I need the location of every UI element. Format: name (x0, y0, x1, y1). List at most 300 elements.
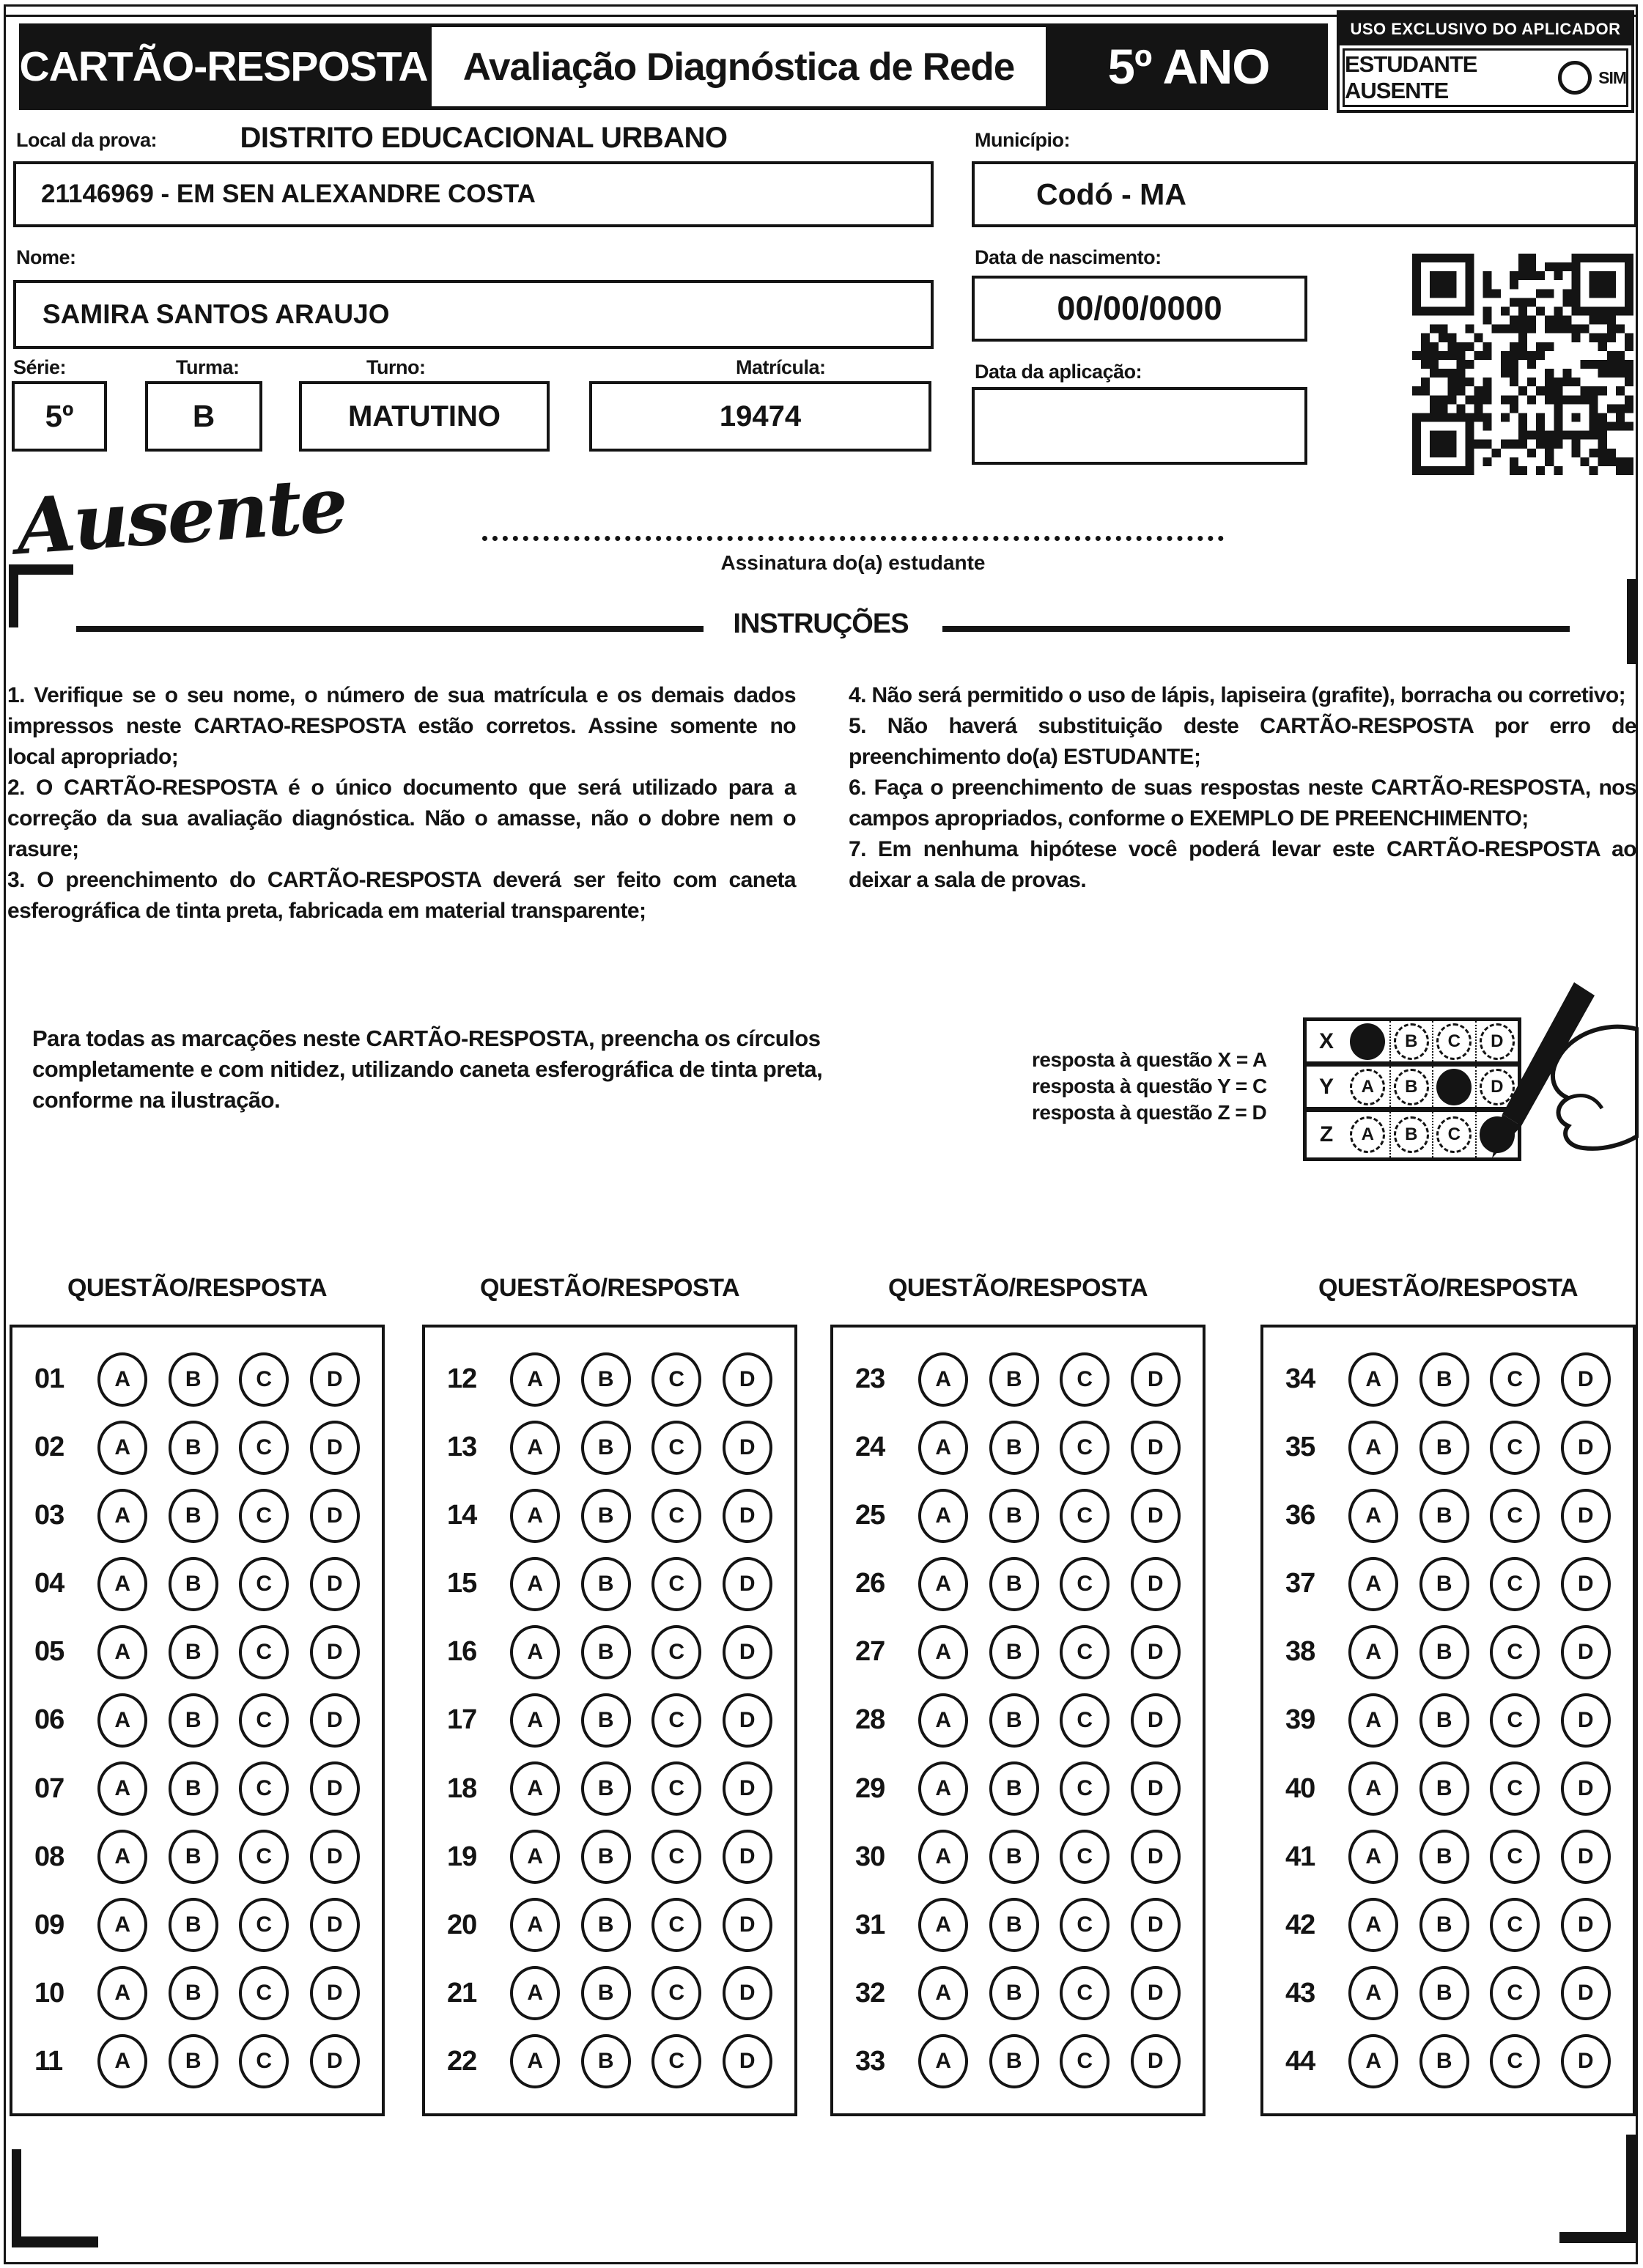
turno-field: MATUTINO (299, 381, 550, 452)
question-number-26: 26 (855, 1568, 885, 1599)
bubble-22-B[interactable]: B (581, 2034, 631, 2088)
question-row-28 (845, 1686, 1191, 1754)
question-row-30 (845, 1823, 1191, 1891)
question-number-19: 19 (447, 1841, 477, 1872)
bubble-27-C[interactable]: C (1060, 1625, 1110, 1679)
question-row-21 (437, 1959, 783, 2028)
bubble-38-D[interactable]: D (1561, 1625, 1611, 1679)
bubble-40-D[interactable]: D (1561, 1761, 1611, 1816)
question-number-27: 27 (855, 1636, 885, 1668)
card-title: CARTÃO-RESPOSTA (19, 23, 428, 110)
absent-label: ESTUDANTE AUSENTE (1345, 51, 1477, 103)
bubble-18-D[interactable]: D (723, 1761, 772, 1816)
bubble-37-A[interactable]: A (1348, 1557, 1398, 1611)
question-number-21: 21 (447, 1977, 477, 2009)
bubble-29-A[interactable]: A (918, 1761, 968, 1816)
nome-field: SAMIRA SANTOS ARAUJO (13, 280, 934, 349)
applicator-box (1337, 10, 1634, 113)
bubble-16-A[interactable]: A (510, 1625, 560, 1679)
bubble-12-C[interactable]: C (651, 1352, 701, 1407)
crop-mark-bottom-left (12, 2149, 98, 2247)
question-row-27 (845, 1618, 1191, 1686)
bubble-07-A[interactable]: A (97, 1761, 147, 1816)
question-row-05 (24, 1618, 370, 1686)
bubble-03-D[interactable]: D (310, 1489, 360, 1543)
question-row-12 (437, 1345, 783, 1413)
example-cell (1346, 1112, 1389, 1157)
example-cell (1346, 1021, 1389, 1061)
question-number-35: 35 (1285, 1432, 1315, 1463)
bubble-20-B[interactable]: B (581, 1898, 631, 1952)
bubble-15-C[interactable]: C (651, 1557, 701, 1611)
question-row-08 (24, 1823, 370, 1891)
question-number-22: 22 (447, 2045, 477, 2077)
crop-mark-right (1627, 579, 1637, 664)
question-number-30: 30 (855, 1841, 885, 1872)
bubble-04-D[interactable]: D (310, 1557, 360, 1611)
answer-sheet (0, 1274, 1643, 2139)
bubble-24-B[interactable]: B (989, 1421, 1039, 1475)
bubble-30-D[interactable]: D (1131, 1830, 1181, 1884)
bubble-44-C[interactable]: C (1490, 2034, 1540, 2088)
bubble-07-D[interactable]: D (310, 1761, 360, 1816)
question-number-40: 40 (1285, 1772, 1315, 1804)
example-legend-line-1: resposta à questão X = A (1032, 1048, 1267, 1071)
bubble-14-C[interactable]: C (651, 1489, 701, 1543)
example-legend-line-2: resposta à questão Y = C (1032, 1075, 1267, 1097)
example-cell (1389, 1021, 1433, 1061)
bubble-19-B[interactable]: B (581, 1830, 631, 1884)
bubble-02-B[interactable]: B (169, 1421, 218, 1475)
qr-code (1408, 254, 1637, 475)
example-bubble-X-A (1350, 1023, 1385, 1060)
instruction-item-3: 3. O preenchimento do CARTÃO-RESPOSTA deverá ser feito com caneta esferográfica de tinta preta, fabricada em material transparente; (7, 868, 796, 923)
bubble-25-D[interactable]: D (1131, 1489, 1181, 1543)
absent-sim-label: SIM (1598, 67, 1626, 87)
bubble-27-B[interactable]: B (989, 1625, 1039, 1679)
instruction-item-6: 6. Faça o preenchimento de suas respostas neste CARTÃO-RESPOSTA, nos campos apropriados, conforme o EXEMPLO DE PREENCHIMENTO; (849, 776, 1636, 831)
aplicacao-label: Data da aplicação: (975, 361, 1142, 383)
question-row-04 (24, 1550, 370, 1618)
question-row-01 (24, 1345, 370, 1413)
nome-label: Nome: (16, 246, 76, 268)
bubble-40-B[interactable]: B (1419, 1761, 1469, 1816)
bubble-33-C[interactable]: C (1060, 2034, 1110, 2088)
bubble-30-B[interactable]: B (989, 1830, 1039, 1884)
example-bubble-X-D: D (1480, 1023, 1515, 1060)
bubble-10-D[interactable]: D (310, 1966, 360, 2020)
turno-label: Turno: (366, 356, 426, 378)
question-row-09 (24, 1891, 370, 1959)
absent-sim-bubble[interactable] (1558, 61, 1592, 95)
bubble-11-D[interactable]: D (310, 2034, 360, 2088)
question-number-41: 41 (1285, 1841, 1315, 1872)
question-number-37: 37 (1285, 1568, 1315, 1599)
bubble-05-C[interactable]: C (239, 1625, 289, 1679)
question-number-15: 15 (447, 1568, 477, 1599)
bubble-29-B[interactable]: B (989, 1761, 1039, 1816)
bubble-30-A[interactable]: A (918, 1830, 968, 1884)
example-bubble-X-C: C (1436, 1023, 1472, 1060)
bubble-28-B[interactable]: B (989, 1693, 1039, 1748)
bubble-02-D[interactable]: D (310, 1421, 360, 1475)
bubble-01-A[interactable]: A (97, 1352, 147, 1407)
bubble-31-C[interactable]: C (1060, 1898, 1110, 1952)
bubble-21-D[interactable]: D (723, 1966, 772, 2020)
bubble-23-B[interactable]: B (989, 1352, 1039, 1407)
bubble-43-B[interactable]: B (1419, 1966, 1469, 2020)
question-number-34: 34 (1285, 1363, 1315, 1395)
bubble-13-C[interactable]: C (651, 1421, 701, 1475)
question-row-35 (1275, 1413, 1621, 1481)
question-row-18 (437, 1755, 783, 1823)
bubble-17-C[interactable]: C (651, 1693, 701, 1748)
example-bubble-X-B: B (1394, 1023, 1429, 1060)
bubble-25-B[interactable]: B (989, 1489, 1039, 1543)
bubble-37-C[interactable]: C (1490, 1557, 1540, 1611)
answer-column-3 (830, 1274, 1206, 2116)
question-number-13: 13 (447, 1432, 477, 1463)
bubble-05-A[interactable]: A (97, 1625, 147, 1679)
bubble-44-D[interactable]: D (1561, 2034, 1611, 2088)
instruction-item-4: 4. Não será permitido o uso de lápis, lapiseira (grafite), borracha ou corretivo; (849, 683, 1626, 707)
example-cell (1389, 1112, 1433, 1157)
bubble-07-C[interactable]: C (239, 1761, 289, 1816)
bubble-08-B[interactable]: B (169, 1830, 218, 1884)
bubble-08-A[interactable]: A (97, 1830, 147, 1884)
bubble-33-B[interactable]: B (989, 2034, 1039, 2088)
bubble-27-A[interactable]: A (918, 1625, 968, 1679)
bubble-15-B[interactable]: B (581, 1557, 631, 1611)
bubble-19-A[interactable]: A (510, 1830, 560, 1884)
question-number-38: 38 (1285, 1636, 1315, 1668)
bubble-34-D[interactable]: D (1561, 1352, 1611, 1407)
example-row-label: Z (1319, 1122, 1334, 1146)
question-row-03 (24, 1481, 370, 1550)
bubble-16-C[interactable]: C (651, 1625, 701, 1679)
bubble-08-C[interactable]: C (239, 1830, 289, 1884)
serie-field: 5º (12, 381, 107, 452)
student-signature: Ausente (13, 459, 349, 572)
turma-label: Turma: (176, 356, 240, 378)
question-number-14: 14 (447, 1500, 477, 1531)
bubble-32-B[interactable]: B (989, 1966, 1039, 2020)
bubble-38-B[interactable]: B (1419, 1625, 1469, 1679)
bubble-38-C[interactable]: C (1490, 1625, 1540, 1679)
bubble-09-D[interactable]: D (310, 1898, 360, 1952)
bubble-18-A[interactable]: A (510, 1761, 560, 1816)
aplicacao-field (972, 387, 1307, 465)
municipio-label: Município: (975, 129, 1070, 151)
bubble-42-A[interactable]: A (1348, 1898, 1398, 1952)
bubble-21-A[interactable]: A (510, 1966, 560, 2020)
bubble-16-D[interactable]: D (723, 1625, 772, 1679)
bubble-09-B[interactable]: B (169, 1898, 218, 1952)
bubble-28-C[interactable]: C (1060, 1693, 1110, 1748)
question-number-18: 18 (447, 1772, 477, 1804)
bubble-42-D[interactable]: D (1561, 1898, 1611, 1952)
bubble-21-C[interactable]: C (651, 1966, 701, 2020)
bubble-10-A[interactable]: A (97, 1966, 147, 2020)
bubble-07-B[interactable]: B (169, 1761, 218, 1816)
bubble-39-D[interactable]: D (1561, 1693, 1611, 1748)
bubble-04-B[interactable]: B (169, 1557, 218, 1611)
bubble-17-B[interactable]: B (581, 1693, 631, 1748)
assessment-title: Avaliação Diagnóstica de Rede (428, 23, 1049, 110)
bubble-12-D[interactable]: D (723, 1352, 772, 1407)
question-row-11 (24, 2028, 370, 2096)
bubble-34-A[interactable]: A (1348, 1352, 1398, 1407)
bubble-29-D[interactable]: D (1131, 1761, 1181, 1816)
question-number-09: 09 (34, 1909, 64, 1940)
bubble-35-B[interactable]: B (1419, 1421, 1469, 1475)
signature-dotted-line (482, 515, 1224, 541)
question-row-23 (845, 1345, 1191, 1413)
hand-pen-illustration (1458, 982, 1639, 1163)
bubble-14-B[interactable]: B (581, 1489, 631, 1543)
bubble-40-A[interactable]: A (1348, 1761, 1398, 1816)
bubble-25-C[interactable]: C (1060, 1489, 1110, 1543)
bubble-41-B[interactable]: B (1419, 1830, 1469, 1884)
bubble-06-D[interactable]: D (310, 1693, 360, 1748)
bubble-32-D[interactable]: D (1131, 1966, 1181, 2020)
bubble-39-B[interactable]: B (1419, 1693, 1469, 1748)
bubble-20-C[interactable]: C (651, 1898, 701, 1952)
bubble-43-D[interactable]: D (1561, 1966, 1611, 2020)
question-number-01: 01 (34, 1363, 64, 1395)
example-bubble-Z-A: A (1350, 1116, 1385, 1153)
bubble-43-C[interactable]: C (1490, 1966, 1540, 2020)
bubble-11-B[interactable]: B (169, 2034, 218, 2088)
bubble-22-A[interactable]: A (510, 2034, 560, 2088)
bubble-25-A[interactable]: A (918, 1489, 968, 1543)
bubble-33-D[interactable]: D (1131, 2034, 1181, 2088)
bubble-05-B[interactable]: B (169, 1625, 218, 1679)
bubble-39-C[interactable]: C (1490, 1693, 1540, 1748)
bubble-27-D[interactable]: D (1131, 1625, 1181, 1679)
bubble-26-B[interactable]: B (989, 1557, 1039, 1611)
bubble-36-A[interactable]: A (1348, 1489, 1398, 1543)
question-number-08: 08 (34, 1841, 64, 1872)
bubble-03-B[interactable]: B (169, 1489, 218, 1543)
absent-row (1343, 48, 1628, 107)
example-bubble-Y-D: D (1480, 1069, 1515, 1105)
matricula-field: 19474 (589, 381, 931, 452)
bubble-16-B[interactable]: B (581, 1625, 631, 1679)
bubble-15-D[interactable]: D (723, 1557, 772, 1611)
municipio-field: Codó - MA (972, 161, 1637, 227)
local-prova-label: Local da prova: (16, 129, 158, 151)
question-row-36 (1275, 1481, 1621, 1550)
bubble-36-D[interactable]: D (1561, 1489, 1611, 1543)
question-number-36: 36 (1285, 1500, 1315, 1531)
instructions-column-left (7, 680, 796, 927)
bubble-13-D[interactable]: D (723, 1421, 772, 1475)
bubble-28-A[interactable]: A (918, 1693, 968, 1748)
bubble-40-C[interactable]: C (1490, 1761, 1540, 1816)
bubble-36-B[interactable]: B (1419, 1489, 1469, 1543)
bubble-02-A[interactable]: A (97, 1421, 147, 1475)
question-row-42 (1275, 1891, 1621, 1959)
bubble-31-A[interactable]: A (918, 1898, 968, 1952)
bubble-24-A[interactable]: A (918, 1421, 968, 1475)
question-row-37 (1275, 1550, 1621, 1618)
question-row-39 (1275, 1686, 1621, 1754)
bubble-31-B[interactable]: B (989, 1898, 1039, 1952)
bubble-21-B[interactable]: B (581, 1966, 631, 2020)
example-bubble-Y-B: B (1394, 1069, 1429, 1105)
bubble-10-B[interactable]: B (169, 1966, 218, 2020)
nascimento-label: Data de nascimento: (975, 246, 1162, 268)
bubble-29-C[interactable]: C (1060, 1761, 1110, 1816)
question-row-25 (845, 1481, 1191, 1550)
bubble-30-C[interactable]: C (1060, 1830, 1110, 1884)
bubble-41-C[interactable]: C (1490, 1830, 1540, 1884)
signature-label: Assinatura do(a) estudante (720, 551, 986, 574)
bubble-35-A[interactable]: A (1348, 1421, 1398, 1475)
bubble-14-D[interactable]: D (723, 1489, 772, 1543)
bubble-12-A[interactable]: A (510, 1352, 560, 1407)
crop-mark-bottom-right (1559, 2135, 1637, 2243)
bubble-03-C[interactable]: C (239, 1489, 289, 1543)
bubble-32-C[interactable]: C (1060, 1966, 1110, 2020)
bubble-01-B[interactable]: B (169, 1352, 218, 1407)
question-row-16 (437, 1618, 783, 1686)
question-row-29 (845, 1755, 1191, 1823)
crop-mark-left (9, 564, 73, 627)
bubble-26-A[interactable]: A (918, 1557, 968, 1611)
bubble-37-D[interactable]: D (1561, 1557, 1611, 1611)
example-row-label: Y (1318, 1074, 1334, 1099)
bubble-34-C[interactable]: C (1490, 1352, 1540, 1407)
answer-column-header: QUESTÃO/RESPOSTA (1318, 1274, 1579, 1302)
turma-field: B (145, 381, 262, 452)
bubble-22-C[interactable]: C (651, 2034, 701, 2088)
bubble-03-A[interactable]: A (97, 1489, 147, 1543)
bubble-42-B[interactable]: B (1419, 1898, 1469, 1952)
instructions-rule-left (76, 626, 704, 632)
bubble-14-A[interactable]: A (510, 1489, 560, 1543)
bubble-09-A[interactable]: A (97, 1898, 147, 1952)
question-number-05: 05 (34, 1636, 64, 1668)
bubble-24-D[interactable]: D (1131, 1421, 1181, 1475)
bubble-23-A[interactable]: A (918, 1352, 968, 1407)
bubble-33-A[interactable]: A (918, 2034, 968, 2088)
bubble-01-C[interactable]: C (239, 1352, 289, 1407)
bubble-17-D[interactable]: D (723, 1693, 772, 1748)
question-number-42: 42 (1285, 1909, 1315, 1940)
answer-column-header: QUESTÃO/RESPOSTA (67, 1274, 328, 1302)
question-number-28: 28 (855, 1704, 885, 1736)
nascimento-field: 00/00/0000 (972, 276, 1307, 342)
serie-label: Série: (13, 356, 67, 378)
question-number-44: 44 (1285, 2045, 1315, 2077)
question-number-03: 03 (34, 1500, 64, 1531)
bubble-43-A[interactable]: A (1348, 1966, 1398, 2020)
question-row-07 (24, 1755, 370, 1823)
bubble-12-B[interactable]: B (581, 1352, 631, 1407)
bubble-11-A[interactable]: A (97, 2034, 147, 2088)
bubble-39-A[interactable]: A (1348, 1693, 1398, 1748)
bubble-34-B[interactable]: B (1419, 1352, 1469, 1407)
bubble-23-C[interactable]: C (1060, 1352, 1110, 1407)
bubble-06-C[interactable]: C (239, 1693, 289, 1748)
answer-grid-3 (830, 1325, 1206, 2116)
question-row-15 (437, 1550, 783, 1618)
bubble-32-A[interactable]: A (918, 1966, 968, 2020)
instructions-title: INSTRUÇÕES (733, 608, 909, 639)
bubble-06-B[interactable]: B (169, 1693, 218, 1748)
bubble-13-B[interactable]: B (581, 1421, 631, 1475)
bubble-41-D[interactable]: D (1561, 1830, 1611, 1884)
bubble-04-A[interactable]: A (97, 1557, 147, 1611)
bubble-05-D[interactable]: D (310, 1625, 360, 1679)
bubble-09-C[interactable]: C (239, 1898, 289, 1952)
bubble-06-A[interactable]: A (97, 1693, 147, 1748)
bubble-26-D[interactable]: D (1131, 1557, 1181, 1611)
example-legend-line-3: resposta à questão Z = D (1032, 1101, 1267, 1124)
question-number-24: 24 (855, 1432, 885, 1463)
question-row-13 (437, 1413, 783, 1481)
bubble-10-C[interactable]: C (239, 1966, 289, 2020)
bubble-44-B[interactable]: B (1419, 2034, 1469, 2088)
example-legend (1032, 1047, 1267, 1126)
bubble-37-B[interactable]: B (1419, 1557, 1469, 1611)
bubble-31-D[interactable]: D (1131, 1898, 1181, 1952)
question-row-41 (1275, 1823, 1621, 1891)
bubble-23-D[interactable]: D (1131, 1352, 1181, 1407)
applicator-box-title: USO EXCLUSIVO DO APLICADOR (1340, 13, 1631, 45)
bubble-35-C[interactable]: C (1490, 1421, 1540, 1475)
bubble-19-D[interactable]: D (723, 1830, 772, 1884)
bubble-18-C[interactable]: C (651, 1761, 701, 1816)
bubble-02-C[interactable]: C (239, 1421, 289, 1475)
bubble-42-C[interactable]: C (1490, 1898, 1540, 1952)
bubble-01-D[interactable]: D (310, 1352, 360, 1407)
bubble-15-A[interactable]: A (510, 1557, 560, 1611)
bubble-19-C[interactable]: C (651, 1830, 701, 1884)
bubble-13-A[interactable]: A (510, 1421, 560, 1475)
bubble-26-C[interactable]: C (1060, 1557, 1110, 1611)
bubble-35-D[interactable]: D (1561, 1421, 1611, 1475)
bubble-04-C[interactable]: C (239, 1557, 289, 1611)
question-number-32: 32 (855, 1977, 885, 2009)
bubble-20-A[interactable]: A (510, 1898, 560, 1952)
question-row-34 (1275, 1345, 1621, 1413)
answer-column-2 (422, 1274, 797, 2116)
example-cell (1346, 1067, 1389, 1107)
answer-grid-1 (10, 1325, 385, 2116)
bubble-22-D[interactable]: D (723, 2034, 772, 2088)
bubble-20-D[interactable]: D (723, 1898, 772, 1952)
bubble-41-A[interactable]: A (1348, 1830, 1398, 1884)
question-number-04: 04 (34, 1568, 64, 1599)
bubble-36-C[interactable]: C (1490, 1489, 1540, 1543)
question-number-16: 16 (447, 1636, 477, 1668)
bubble-08-D[interactable]: D (310, 1830, 360, 1884)
bubble-18-B[interactable]: B (581, 1761, 631, 1816)
bubble-11-C[interactable]: C (239, 2034, 289, 2088)
question-row-24 (845, 1413, 1191, 1481)
question-number-06: 06 (34, 1704, 64, 1736)
bubble-24-C[interactable]: C (1060, 1421, 1110, 1475)
question-number-25: 25 (855, 1500, 885, 1531)
bubble-44-A[interactable]: A (1348, 2034, 1398, 2088)
bubble-17-A[interactable]: A (510, 1693, 560, 1748)
bubble-28-D[interactable]: D (1131, 1693, 1181, 1748)
question-row-14 (437, 1481, 783, 1550)
bubble-38-A[interactable]: A (1348, 1625, 1398, 1679)
